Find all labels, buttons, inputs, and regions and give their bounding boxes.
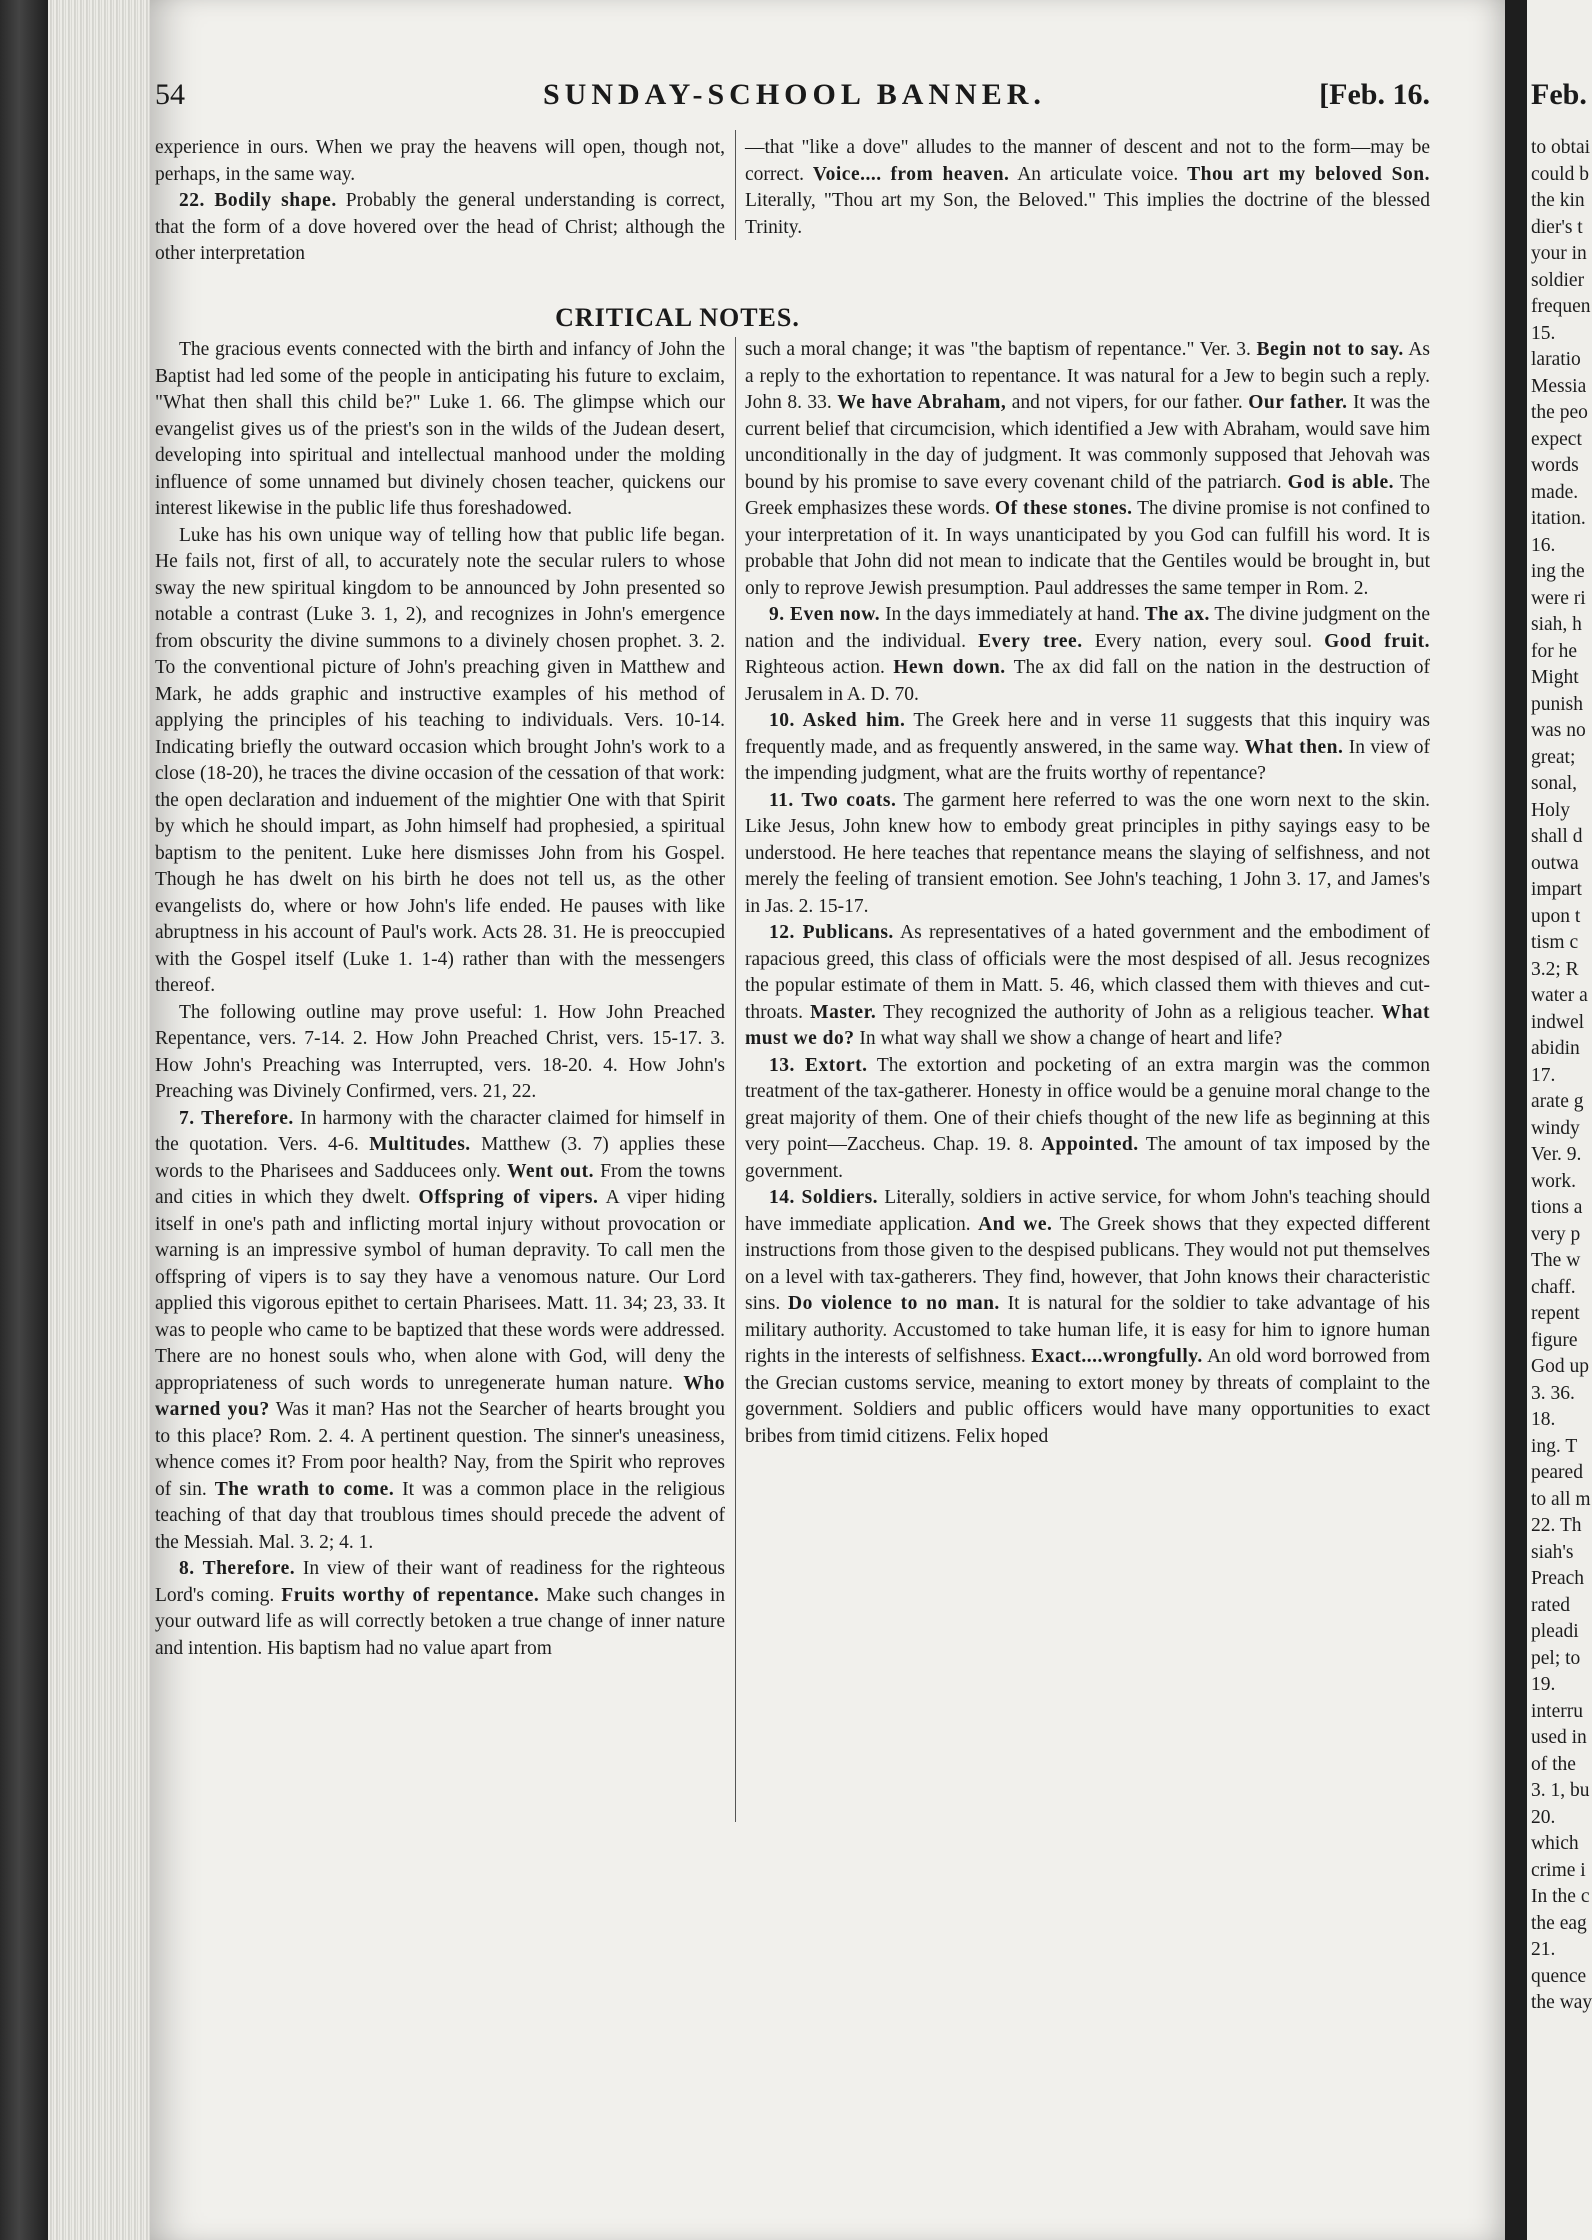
next-page-line: the peo [1531, 402, 1588, 423]
issue-date: [Feb. 16. [1319, 78, 1430, 111]
note-keyword: Fruits worthy of repentance. [281, 1584, 540, 1606]
intro-paragraph: The gracious events connected with the birth and infancy of John the Baptist had led some of the people in anticipating his future to exclaim, "What then shall this child be?" Luke 1. 66. The glimpse which our evangelist gives us of the priest's son in the wilds of the Judean desert, developing into spiritual and intellectual manhood under the molding influence of some unnamed but divinely chosen teacher, quickens our interest likewise in the public life thus foreshadowed. [155, 339, 725, 519]
note-text: Matthew (3. 7) applies these words to the Pharisees and Sadducees only. [155, 1134, 725, 1182]
note-8 [155, 1556, 725, 1662]
next-page-line: tism c [1531, 932, 1579, 953]
note-9 [745, 602, 1430, 708]
page-edges [48, 0, 158, 2240]
note-keyword: And we. [978, 1213, 1053, 1235]
note-text: Make such changes in your outward life as will correctly betoken a true change of inner nature and intention. His baptism had no value apart from [155, 1584, 726, 1659]
note-text: It was a common place in the religious teaching of that day that troublous times should precede the advent of the Messiah. Mal. 3. 2; 4. 1. [155, 1478, 726, 1553]
note-text: An articulate voice. [1017, 163, 1179, 185]
next-page-line: ing the [1531, 561, 1585, 582]
note-text: Righteous action. [745, 657, 885, 678]
note-11 [745, 788, 1430, 921]
note-keyword: Went out. [506, 1160, 594, 1182]
next-page-line: 15. [1531, 322, 1556, 344]
note-text: Literally, "Thou art my Son, the Beloved." This implies the doctrine of the blessed Trinity. [745, 190, 1430, 238]
note-label: 10. Asked him. [769, 710, 906, 731]
luke-paragraph: Luke has his own unique way of telling how that public life began. He fails not, first of all, to accurately note the secular rulers to whose sway the new spiritual kingdom to be announced by John presented so notable a contrast (Luke 3. 1, 2), and recognizes in John's emergence from obscurity the divine summons to a divinely chosen prophet. 3. 2. To the conventional picture of John's preaching given in Matthew and Mark, he adds graphic and instructive examples of his method of applying the principles of his teaching to individuals. Vers. 10-14. Indicating briefly the outward occasion which brought John's work to a close (18-20), he traces the divine occasion of the cessation of that work: the open declaration and induement of the mightier One with that Spirit by which he should impart, as John himself had prophesied, a spiritual baptism to the penitent. Luke here dismisses John from his Gospel. Though he has dwelt on his birth he does not tell us, as the other evangelists do, where or how John's life ended. He pauses with like abruptness in his account of Paul's work. Acts 28. 31. He is preoccupied with the Gospel itself (Luke 1. 1-4) rather than with the messengers thereof. [155, 524, 725, 996]
note-label: 11. Two coats. [769, 789, 897, 811]
note-text: In view of the impending judgment, what are the fruits worthy of repentance? [745, 736, 1430, 784]
page-number: 54 [155, 78, 185, 111]
note-text: The divine promise is not confined to your interpretation of it. In ways unanticipated by you God can fulfill his word. It is probable that John did not mean to indicate that the Gentiles would be brought in, but only to reprove Jewish presumption. Paul addresses the same temper in Rom. 2. [745, 498, 1431, 599]
note-text: It is natural for the soldier to take advantage of his military authority. Accustomed to take human life, it is easy for him to ignore human rights in the interests of selfishness. [745, 1293, 1431, 1367]
note-14 [745, 1185, 1430, 1450]
note-label: 8. Therefore. [179, 1558, 296, 1579]
next-page-line: used in [1531, 1727, 1587, 1748]
note-7 [155, 1106, 725, 1557]
note-text: The extortion and pocketing of an extra margin was the common treatment of the tax-gatherer. Honesty in office would be a genuine moral change to the great majority of them. One of their chiefs thought of the new life as beginning at this very point—Zaccheus. Chap. 19. 8. [745, 1054, 1430, 1155]
next-page-line: of the [1531, 1753, 1576, 1775]
next-page-line: 19. [1531, 1674, 1556, 1695]
next-page-line: laratio [1531, 349, 1581, 370]
note-keyword: Voice.... [812, 163, 882, 185]
next-page-line: was no [1531, 720, 1586, 741]
note-keyword: Thou art my beloved Son. [1187, 163, 1431, 185]
note-keyword: Master. [810, 1001, 877, 1023]
note-text: and not vipers, for our father. [1011, 392, 1243, 413]
next-page-line: God up [1531, 1356, 1589, 1377]
next-page-line: The w [1531, 1250, 1581, 1271]
note-text: In what way shall we show a change of heart and life? [859, 1028, 1283, 1049]
note-keyword: Every tree. [978, 630, 1083, 652]
next-page-line: soldier [1531, 269, 1585, 291]
next-page-line: windy [1531, 1117, 1580, 1139]
next-page-line: siah's [1531, 1541, 1574, 1563]
column-rule-top [735, 130, 736, 240]
next-page-line: your in [1531, 243, 1587, 264]
next-page-line: 20. [1531, 1806, 1556, 1828]
next-page-line: outwa [1531, 852, 1579, 874]
next-page-fragment [1527, 0, 1592, 2240]
next-page-line: Preach [1531, 1568, 1585, 1589]
next-page-line: punish [1531, 693, 1584, 715]
note-keyword: The ax. [1144, 604, 1210, 625]
note-text: The ax did fall on the nation in the destruction of Jerusalem in A. D. 70. [745, 657, 1431, 705]
next-page-line: siah, h [1531, 614, 1582, 635]
note-text: The divine judgment on the nation and the individual. [745, 604, 1431, 652]
next-page-line: tions a [1531, 1197, 1583, 1218]
next-page-line: great; [1531, 746, 1576, 768]
next-page-line: 3. 36. [1531, 1382, 1575, 1404]
note-text: The Greek shows that they expected different instructions from those given to the despised publicans. They would not put themselves on a level with tax-gatherers. They find, however, that John knows their characteristic sins. [745, 1213, 1431, 1314]
note-keyword: What then. [1244, 736, 1344, 758]
next-page-header: Feb. [1531, 78, 1587, 111]
next-page-line: repent [1531, 1303, 1580, 1324]
note-keyword: We have Abraham, [837, 392, 1007, 413]
next-page-line: to all m [1531, 1488, 1591, 1510]
section-heading: CRITICAL NOTES. [555, 303, 800, 332]
note-text: In harmony with the character claimed for himself in the quotation. Vers. 4-6. [155, 1107, 725, 1155]
next-page-line: abidin [1531, 1038, 1580, 1059]
next-page-line: figure [1531, 1329, 1578, 1351]
next-page-line: pel; to [1531, 1647, 1581, 1669]
note-keyword: Multitudes. [369, 1134, 471, 1155]
next-page-line: arate g [1531, 1091, 1584, 1112]
note-text: Was it man? Has not the Searcher of hearts brought you to this place? Rom. 2. 4. A pertinent question. The sinner's uneasiness, whence comes it? From poor health? Nay, from the Spirit who reproves of sin. [155, 1399, 725, 1500]
next-page-line: crime i [1531, 1859, 1586, 1881]
next-page-line: indwel [1531, 1011, 1585, 1033]
next-page-line: could b [1531, 163, 1589, 185]
note-keyword: Hewn down. [893, 657, 1006, 678]
carryover-text: experience in ours. When we pray the heavens will open, though not, perhaps, in the same way. [155, 137, 725, 185]
note-keyword: Of these stones. [994, 498, 1133, 519]
note-text: Every nation, every soul. [1094, 630, 1312, 652]
carryover-right-column [745, 135, 1430, 241]
next-page-line: In the c [1531, 1886, 1590, 1907]
right-column [745, 337, 1430, 1450]
running-header [155, 78, 1430, 122]
note-keyword: from heaven. [890, 163, 1010, 185]
next-page-line: 22. Th [1531, 1515, 1582, 1536]
note-text: It was the current belief that circumcision, which identified a Jew with Abraham, would save him unconditionally in the day of judgment. It was commonly supposed that Jehovah was bound by his promise to save every covenant child of the patriarch. [745, 392, 1431, 493]
next-page-line: for he [1531, 640, 1578, 662]
note-13 [745, 1053, 1430, 1186]
note-label: 9. Even now. [769, 604, 881, 625]
note-text: The amount of tax imposed by the government. [745, 1134, 1431, 1182]
next-page-line: 3.2; R [1531, 958, 1579, 980]
next-page-line: the eag [1531, 1912, 1587, 1934]
next-page-line: made. [1531, 481, 1579, 503]
note-text: From the towns and cities in which they dwelt. [155, 1160, 726, 1208]
note-text: As representatives of a hated government and the embodiment of rapacious greed, this class of officials were the most despised of all. Jesus recognizes the popular estimate of them in Matt. 5. 46, which classed them with thieves and cut-throats. [745, 922, 1430, 1023]
next-page-line: shall d [1531, 826, 1583, 847]
note-text: such a moral change; it was "the baptism of repentance." Ver. 3. [745, 339, 1251, 360]
next-page-line: dier's t [1531, 216, 1583, 238]
next-page-line: words [1531, 455, 1579, 476]
next-page-line: Messia [1531, 375, 1587, 397]
note-keyword: Do violence to no man. [788, 1293, 1000, 1314]
note-text: In the days immediately at hand. [885, 604, 1140, 625]
note-keyword: God is able. [1287, 471, 1395, 493]
note-text: The garment here referred to was the one worn next to the skin. Like Jesus, John knew how to embody great principles in pithy sayings easy to be understood. He here teaches that repentance means the slaying of selfishness, and not merely the feeling of transient emotion. See John's teaching, 1 John 3. 17, and James's in Jas. 2. 15-17. [745, 789, 1431, 917]
gutter-shadow [1505, 0, 1527, 2240]
next-page-line: Might [1531, 667, 1579, 688]
left-column [155, 337, 725, 1662]
next-page-line: 16. [1531, 534, 1556, 556]
note-10 [745, 708, 1430, 788]
book-binding [0, 0, 48, 2240]
note-text: Probably the general understanding is correct, that the form of a dove hovered over the head of Christ; although the other interpretation [155, 190, 726, 264]
next-page-line: chaff. [1531, 1276, 1576, 1298]
next-page-line: ing. T [1531, 1435, 1578, 1457]
next-page-line: interru [1531, 1700, 1583, 1722]
next-page-line: which [1531, 1833, 1579, 1854]
next-page-line: peared [1531, 1462, 1583, 1483]
note-keyword: What must we do? [745, 1001, 1431, 1049]
note-text: In view of their want of readiness for the righteous Lord's coming. [155, 1558, 725, 1606]
next-page-line: to obtai [1531, 137, 1591, 158]
next-page-line: expect [1531, 428, 1582, 450]
note-label: 7. Therefore. [179, 1107, 294, 1129]
next-page-line: pleadi [1531, 1621, 1579, 1642]
note-text: A viper hiding itself in one's path and inflicting mortal injury without provocation or warning is an impressive symbol of human depravity. To call men the offspring of vipers is to say they have a venomous nature. Our Lord applied this vigorous epithet to certain Pharisees. Matt. 11. 34; 23, 33. It was to people who came to be baptized that these words were addressed. There are no honest souls who, when alone with God, will deny the appropriateness of such words to unregenerate human nature. [155, 1187, 726, 1394]
next-page-line: itation. [1531, 508, 1586, 529]
note-keyword: The wrath to come. [214, 1478, 395, 1500]
note-keyword: Offspring of vipers. [418, 1187, 599, 1208]
next-page-line: frequen [1531, 296, 1591, 317]
next-page-line: were ri [1531, 587, 1586, 609]
note-label: 22. Bodily shape. [179, 190, 337, 211]
next-page-line: rated [1531, 1594, 1570, 1616]
note-text: Literally, soldiers in active service, for whom John's teaching should have immediate application. [745, 1187, 1430, 1235]
note-12 [745, 920, 1430, 1053]
next-page-line: Holy [1531, 799, 1570, 821]
column-rule [735, 337, 736, 1822]
note-keyword: Who warned you? [155, 1372, 725, 1420]
next-page-line: water a [1531, 985, 1588, 1006]
outline-paragraph: The following outline may prove useful: 1. How John Preached Repentance, vers. 7-14. 2. How John Preached Christ, vers. 15-17. 3. How John's Preaching was Interrupted, vers. 18-20. 4. How John's Preaching was Divinely Confirmed, vers. 21, 22. [155, 1001, 725, 1102]
note-text: As a reply to the exhortation to repentance. It was natural for a Jew to begin such a reply. John 8. 33. [745, 339, 1430, 413]
next-page-line: 3. 1, bu [1531, 1780, 1590, 1801]
note-text: The Greek here and in verse 11 suggests that this inquiry was frequently made, and as frequently answered, in the same way. [745, 710, 1431, 758]
note-text: The Greek emphasizes these words. [745, 471, 1431, 519]
note-keyword: Our father. [1248, 392, 1348, 413]
note-text: —that "like a dove" alludes to the manner of descent and not to the form—may be correct. [745, 137, 1430, 185]
next-page-line: 17. [1531, 1064, 1556, 1086]
note-keyword: Exact....wrongfully. [1031, 1346, 1203, 1367]
note-label: 12. Publicans. [769, 922, 894, 943]
note-keyword: Appointed. [1040, 1134, 1139, 1155]
carryover-left-column [155, 135, 725, 268]
next-page-line: sonal, [1531, 773, 1578, 794]
next-page-line: 18. [1531, 1409, 1556, 1430]
next-page-line: very p [1531, 1223, 1581, 1245]
next-page-line: the kin [1531, 190, 1585, 211]
next-page-line: quence [1531, 1965, 1587, 1987]
next-page-line: work. [1531, 1170, 1576, 1192]
note-keyword: Begin not to say. [1256, 339, 1404, 360]
next-page-line: impart [1531, 879, 1582, 900]
next-page-line: upon t [1531, 905, 1581, 927]
note-keyword: Good fruit. [1324, 630, 1430, 652]
note-label: 14. Soldiers. [769, 1187, 879, 1208]
note-text: They recognized the authority of John as a religious teacher. [883, 1001, 1375, 1023]
next-page-line: 21. [1531, 1939, 1556, 1960]
note-text: An old word borrowed from the Grecian customs service, meaning to extort money by threats of complaint to the government. Soldiers and public officers would have many opportunities to exact bribes from timid citizens. Felix hoped [745, 1346, 1430, 1447]
publication-title: SUNDAY-SCHOOL BANNER. [543, 78, 1046, 111]
note-label: 13. Extort. [769, 1054, 868, 1076]
next-page-line: the way [1531, 1992, 1592, 2013]
next-page-line: Ver. 9. [1531, 1144, 1582, 1165]
note-8-continued [745, 337, 1430, 602]
